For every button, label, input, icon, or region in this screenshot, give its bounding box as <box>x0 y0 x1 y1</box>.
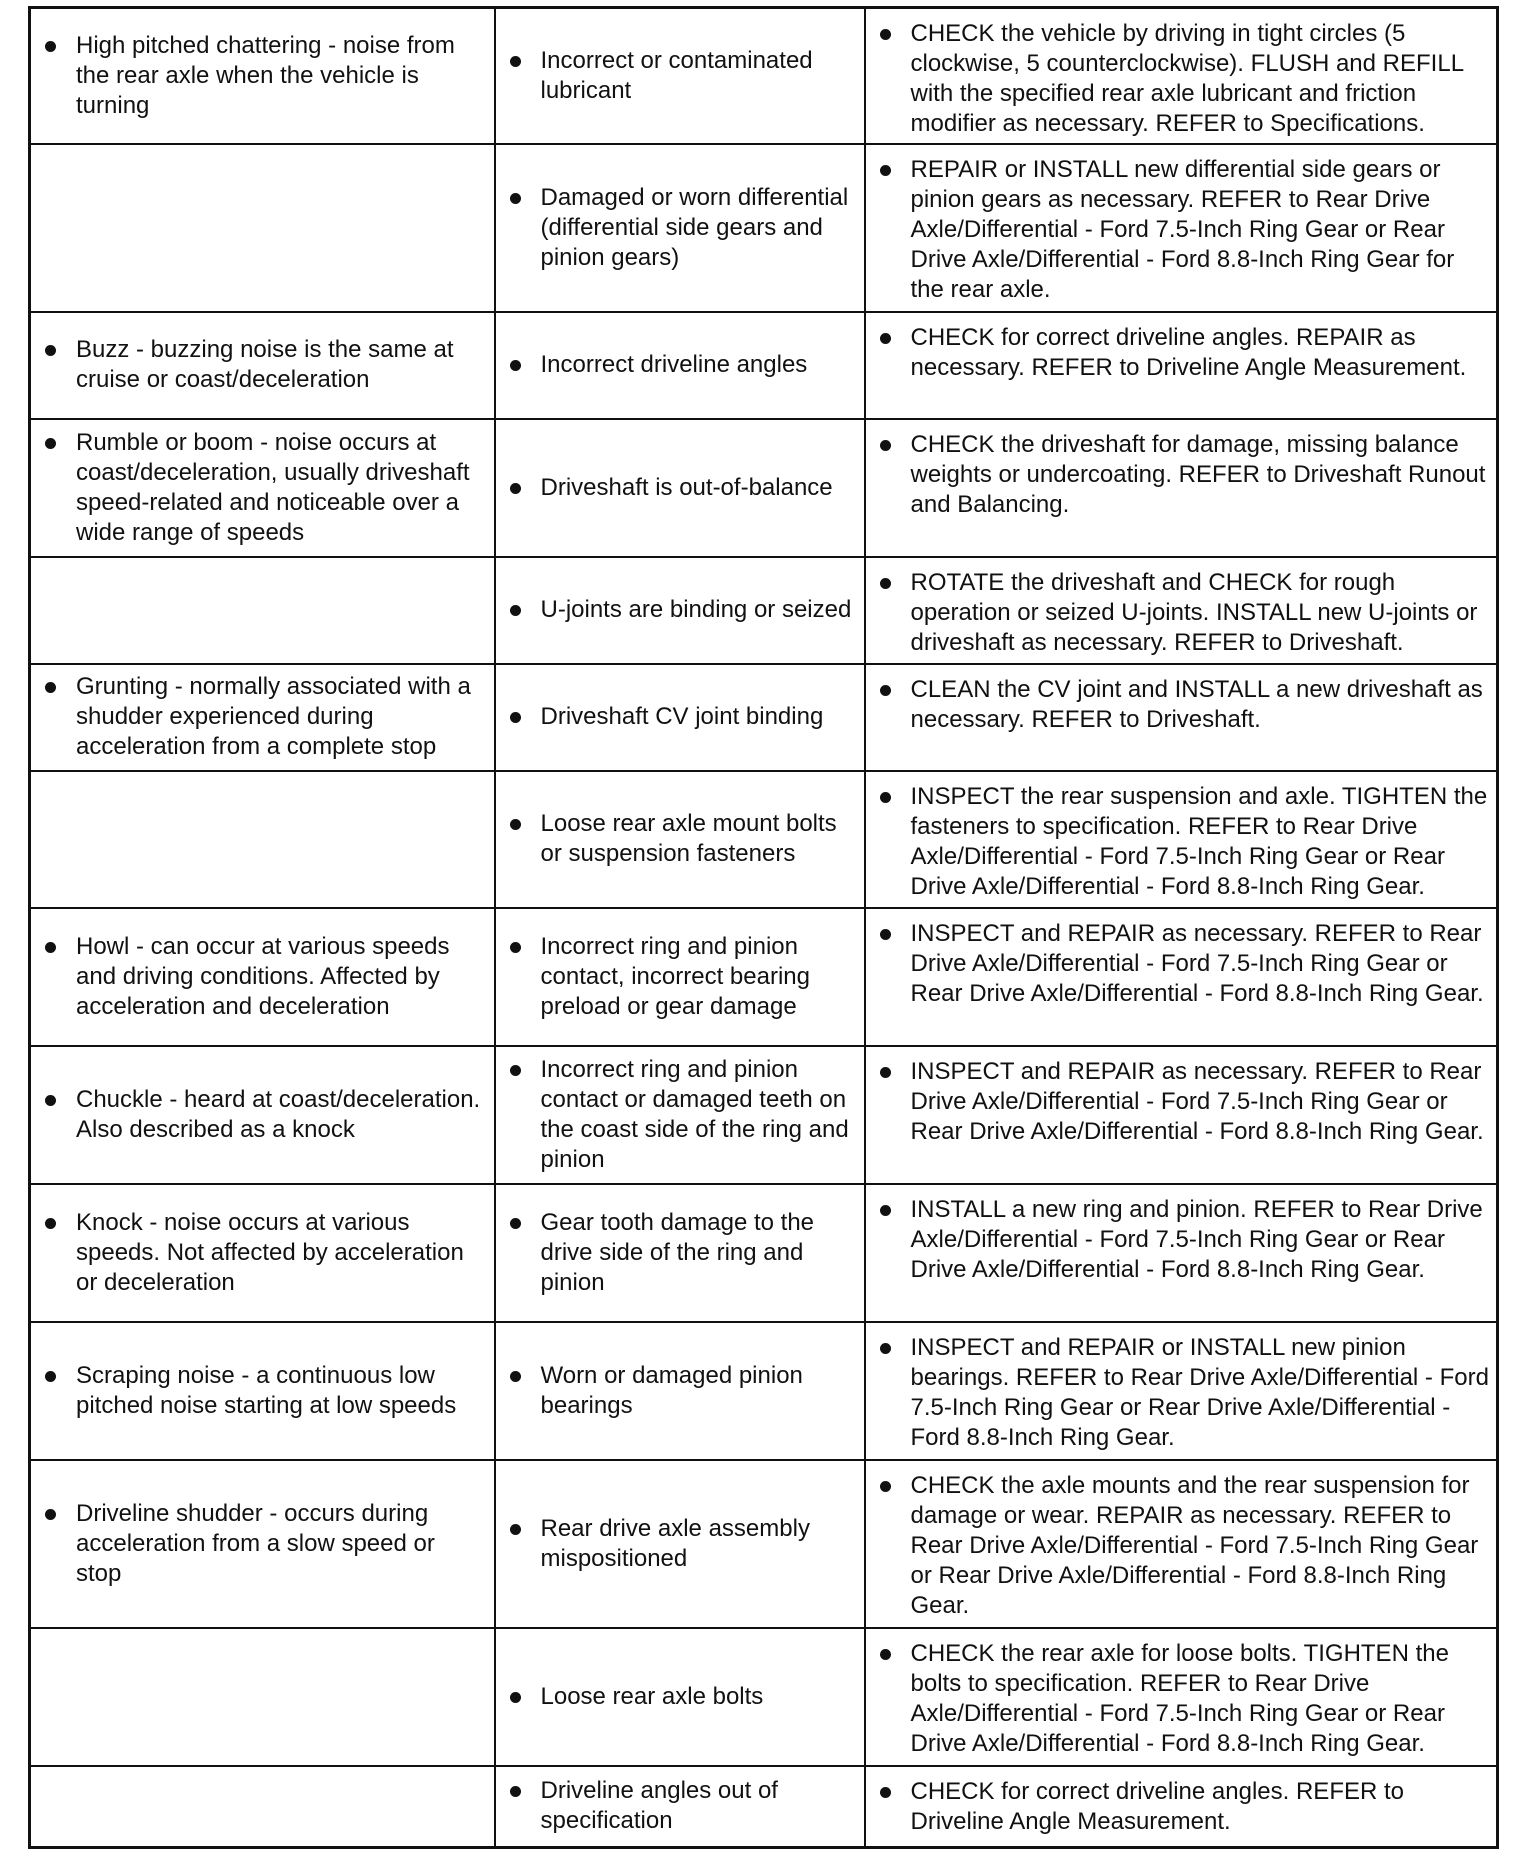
bullet-item <box>496 1208 864 1298</box>
bullet-icon <box>880 1067 891 1078</box>
bullet-icon <box>510 1786 521 1797</box>
condition-text: Rumble or boom - noise occurs at coast/deceleration, usually driveshaft speed-related and noticeable over a wide range of speeds <box>76 428 470 546</box>
cause-text: Loose rear axle mount bolts or suspension fasteners <box>540 810 837 867</box>
bullet-icon <box>45 942 56 953</box>
action-text: INSPECT and REPAIR as necessary. REFER to Rear Drive Axle/Differential - Ford 7.5-Inch Ring Gear or Rear Drive Axle/Differential - Ford 8.8-Inch Ring Gear. <box>910 919 1484 1007</box>
bullet-icon <box>880 1649 891 1660</box>
bullet-icon <box>45 438 56 449</box>
action-text: CHECK for correct driveline angles. REPAIR as necessary. REFER to Driveline Angle Measurement. <box>910 323 1467 381</box>
cause-cell <box>495 144 865 312</box>
bullet-item <box>496 46 864 106</box>
noise-diagnosis-table <box>28 6 1499 1849</box>
bullet-icon <box>510 942 521 953</box>
action-cell <box>865 1046 1498 1184</box>
cause-text: Loose rear axle bolts <box>540 1682 764 1710</box>
symptom-cell <box>30 1766 495 1848</box>
condition-text: Grunting - normally associated with a shudder experienced during acceleration from a complete stop <box>76 673 471 760</box>
action-cell <box>865 1184 1498 1322</box>
bullet-item <box>866 323 1497 383</box>
action-text: CHECK the driveshaft for damage, missing balance weights or undercoating. REFER to Driveshaft Runout and Balancing. <box>910 430 1486 518</box>
bullet-item <box>866 1057 1497 1147</box>
action-cell <box>865 557 1498 664</box>
cause-text: Rear drive axle assembly mispositioned <box>540 1514 810 1572</box>
bullet-item <box>866 155 1497 305</box>
bullet-icon <box>45 1218 56 1229</box>
cause-text: Damaged or worn differential (differential side gears and pinion gears) <box>540 183 849 271</box>
bullet-item <box>866 782 1497 902</box>
bullet-icon <box>510 712 521 723</box>
diagnosis-table-container <box>28 6 1496 1849</box>
bullet-item <box>866 19 1497 139</box>
bullet-item <box>866 1639 1497 1759</box>
action-text: INSPECT and REPAIR or INSTALL new pinion bearings. REFER to Rear Drive Axle/Differential - Ford 7.5-Inch Ring Gear or Rear Drive Axle/Differential - Ford 8.8-Inch Ring Gear. <box>910 1333 1489 1451</box>
action-text: ROTATE the driveshaft and CHECK for rough operation or seized U-joints. INSTALL new U-joints or driveshaft as necessary. REFER to Driveshaft. <box>910 568 1478 656</box>
cause-cell <box>495 1766 865 1848</box>
bullet-item <box>496 1682 864 1712</box>
bullet-item <box>866 430 1497 520</box>
bullet-icon <box>45 345 56 356</box>
symptom-cell <box>30 312 495 419</box>
bullet-item <box>496 1055 864 1175</box>
symptom-cell <box>30 419 495 557</box>
symptom-cell <box>30 8 495 144</box>
bullet-icon <box>45 41 56 52</box>
bullet-icon <box>510 1371 521 1382</box>
bullet-icon <box>880 578 891 589</box>
bullet-icon <box>880 29 891 40</box>
bullet-icon <box>510 193 521 204</box>
action-text: INSPECT and REPAIR as necessary. REFER to Rear Drive Axle/Differential - Ford 7.5-Inch Ring Gear or Rear Drive Axle/Differential - Ford 8.8-Inch Ring Gear. <box>910 1057 1484 1145</box>
cause-cell <box>495 1046 865 1184</box>
bullet-item <box>496 1361 864 1421</box>
cause-text: Driveline angles out of specification <box>540 1777 778 1835</box>
bullet-icon <box>880 1343 891 1354</box>
cause-cell <box>495 557 865 664</box>
bullet-item <box>496 1776 864 1836</box>
table-row <box>30 1322 1498 1460</box>
action-text: CHECK the axle mounts and the rear suspension for damage or wear. REPAIR as necessary. REFER to Rear Drive Axle/Differential - Ford 7.5-Inch Ring Gear or Rear Drive Axle/Differential - Ford 8.8-Inch Ring Gear. <box>910 1471 1479 1619</box>
action-cell <box>865 908 1498 1046</box>
action-text: CHECK the vehicle by driving in tight circles (5 clockwise, 5 counterclockwise). FLUSH and REFILL with the specified rear axle lubricant and friction modifier as necessary. REFER to Specifications. <box>910 20 1464 137</box>
cause-cell <box>495 771 865 908</box>
bullet-item <box>866 1777 1497 1837</box>
table-row <box>30 664 1498 771</box>
bullet-icon <box>880 440 891 451</box>
cause-cell <box>495 1322 865 1460</box>
action-text: INSPECT the rear suspension and axle. TIGHTEN the fasteners to specification. REFER to Rear Drive Axle/Differential - Ford 7.5-Inch Ring Gear or Rear Drive Axle/Differential - Ford 8.8-Inch Ring Gear. <box>910 782 1488 900</box>
bullet-icon <box>510 1218 521 1229</box>
symptom-cell <box>30 1184 495 1322</box>
bullet-icon <box>880 685 891 696</box>
condition-text: Buzz - buzzing noise is the same at cruise or coast/deceleration <box>76 336 454 393</box>
symptom-cell <box>30 1460 495 1628</box>
bullet-item <box>31 1208 494 1298</box>
action-cell <box>865 664 1498 771</box>
bullet-item <box>866 1333 1497 1453</box>
table-row <box>30 8 1498 144</box>
bullet-item <box>31 1361 494 1421</box>
bullet-item <box>31 31 494 121</box>
bullet-item <box>31 1085 494 1145</box>
action-cell <box>865 1460 1498 1628</box>
bullet-item <box>866 675 1497 735</box>
bullet-item <box>866 1195 1497 1285</box>
bullet-item <box>31 428 494 548</box>
cause-text: Gear tooth damage to the drive side of the ring and pinion <box>540 1208 815 1296</box>
bullet-icon <box>45 1371 56 1382</box>
action-cell <box>865 8 1498 144</box>
bullet-item <box>31 335 494 395</box>
action-cell <box>865 144 1498 312</box>
condition-text: Driveline shudder - occurs during acceleration from a slow speed or stop <box>76 1499 435 1587</box>
bullet-item <box>866 568 1497 658</box>
condition-text: High pitched chattering - noise from the rear axle when the vehicle is turning <box>76 31 455 119</box>
bullet-item <box>31 1499 494 1589</box>
cause-cell <box>495 419 865 557</box>
symptom-cell <box>30 771 495 908</box>
table-row <box>30 557 1498 664</box>
symptom-cell <box>30 908 495 1046</box>
bullet-icon <box>510 1692 521 1703</box>
action-cell <box>865 1766 1498 1848</box>
bullet-icon <box>880 792 891 803</box>
bullet-item <box>496 809 864 869</box>
action-cell <box>865 771 1498 908</box>
action-cell <box>865 1628 1498 1766</box>
table-body <box>30 8 1498 1848</box>
symptom-cell <box>30 557 495 664</box>
condition-text: Knock - noise occurs at various speeds. Not affected by acceleration or deceleration <box>76 1208 464 1296</box>
cause-text: Driveshaft CV joint binding <box>540 703 824 730</box>
symptom-cell <box>30 144 495 312</box>
bullet-icon <box>45 682 56 693</box>
bullet-item <box>496 595 864 625</box>
bullet-icon <box>510 1065 521 1076</box>
cause-cell <box>495 664 865 771</box>
cause-text: Incorrect driveline angles <box>540 351 808 378</box>
cause-text: U-joints are binding or seized <box>540 596 852 623</box>
bullet-icon <box>510 1524 521 1535</box>
bullet-item <box>496 1514 864 1574</box>
cause-cell <box>495 1628 865 1766</box>
table-row <box>30 419 1498 557</box>
bullet-item <box>496 473 864 503</box>
symptom-cell <box>30 664 495 771</box>
condition-text: Chuckle - heard at coast/deceleration. Also described as a knock <box>76 1085 481 1143</box>
table-row <box>30 1046 1498 1184</box>
bullet-item <box>496 350 864 380</box>
bullet-icon <box>510 819 521 830</box>
table-row <box>30 1184 1498 1322</box>
bullet-icon <box>880 1205 891 1216</box>
action-text: REPAIR or INSTALL new differential side gears or pinion gears as necessary. REFER to Rear Drive Axle/Differential - Ford 7.5-Inch Ring Gear or Rear Drive Axle/Differential - Ford 8.8-Inch Ring Gear for the rear axle. <box>910 155 1455 303</box>
cause-cell <box>495 8 865 144</box>
cause-text: Worn or damaged pinion bearings <box>540 1361 803 1419</box>
action-text: INSTALL a new ring and pinion. REFER to Rear Drive Axle/Differential - Ford 7.5-Inch Ring Gear or Rear Drive Axle/Differential - Ford 8.8-Inch Ring Gear. <box>910 1195 1483 1283</box>
bullet-icon <box>880 929 891 940</box>
symptom-cell <box>30 1628 495 1766</box>
bullet-item <box>31 932 494 1022</box>
cause-cell <box>495 1184 865 1322</box>
cause-cell <box>495 1460 865 1628</box>
bullet-icon <box>45 1509 56 1520</box>
symptom-cell <box>30 1322 495 1460</box>
cause-text: Incorrect ring and pinion contact, incorrect bearing preload or gear damage <box>540 932 810 1020</box>
bullet-icon <box>510 56 521 67</box>
bullet-icon <box>880 1787 891 1798</box>
bullet-item <box>496 932 864 1022</box>
bullet-icon <box>880 333 891 344</box>
cause-text: Incorrect or contaminated lubricant <box>540 46 813 104</box>
action-cell <box>865 1322 1498 1460</box>
cause-cell <box>495 312 865 419</box>
bullet-item <box>496 702 864 732</box>
action-cell <box>865 312 1498 419</box>
bullet-icon <box>510 360 521 371</box>
cause-text: Incorrect ring and pinion contact or damaged teeth on the coast side of the ring and pinion <box>540 1055 849 1173</box>
table-row <box>30 771 1498 908</box>
action-text: CHECK the rear axle for loose bolts. TIGHTEN the bolts to specification. REFER to Rear Drive Axle/Differential - Ford 7.5-Inch Ring Gear or Rear Drive Axle/Differential - Ford 8.8-Inch Ring Gear. <box>910 1639 1449 1757</box>
action-text: CLEAN the CV joint and INSTALL a new driveshaft as necessary. REFER to Driveshaft. <box>910 675 1483 733</box>
action-cell <box>865 419 1498 557</box>
action-text: CHECK for correct driveline angles. REFER to Driveline Angle Measurement. <box>910 1777 1404 1835</box>
table-row <box>30 908 1498 1046</box>
table-row <box>30 312 1498 419</box>
bullet-item <box>496 183 864 273</box>
bullet-icon <box>510 605 521 616</box>
table-row <box>30 1628 1498 1766</box>
bullet-icon <box>880 1481 891 1492</box>
bullet-icon <box>880 165 891 176</box>
condition-text: Scraping noise - a continuous low pitched noise starting at low speeds <box>76 1361 457 1419</box>
cause-text: Driveshaft is out-of-balance <box>540 473 833 501</box>
bullet-item <box>31 672 494 762</box>
table-row <box>30 144 1498 312</box>
symptom-cell <box>30 1046 495 1184</box>
bullet-item <box>866 1471 1497 1621</box>
condition-text: Howl - can occur at various speeds and driving conditions. Affected by acceleration and deceleration <box>76 932 450 1020</box>
table-row <box>30 1460 1498 1628</box>
bullet-item <box>866 919 1497 1009</box>
table-row <box>30 1766 1498 1848</box>
bullet-icon <box>510 483 521 494</box>
bullet-icon <box>45 1095 56 1106</box>
cause-cell <box>495 908 865 1046</box>
